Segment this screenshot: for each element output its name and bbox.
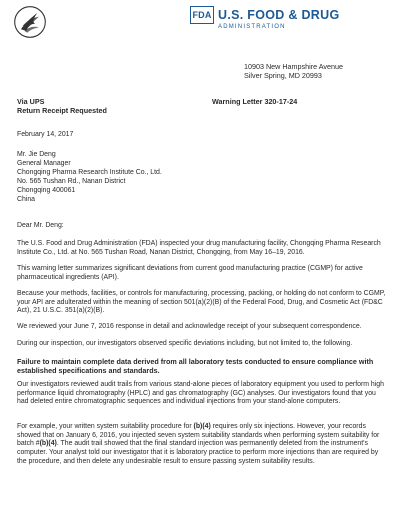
example-text-2: requires only six injections. However, your records showed that on January 6, 2016, you injected seven system suitability standards when performing system suitability for batch # — [17, 423, 380, 448]
recipient-line: Chongqing Pharma Research Institute Co., Ltd. — [17, 168, 162, 176]
warning-letter-number: Warning Letter 320-17-24 — [212, 97, 298, 106]
example-text-3: . The audit trail showed that the final standard injection was permanently deleted from the instrument's computer. Your analyst told our investigator that it is laboratory practice to perform more injections than are required by the procedure, and then delete any undesirable result to ensure passing system suitability results. — [17, 440, 379, 465]
paragraph-example — [17, 423, 389, 467]
recipient-line: Chongqing 400061 — [17, 186, 76, 194]
redaction-label: (b)(4) — [193, 423, 211, 430]
paragraph-audit-trails: Our investigators reviewed audit trails from various stand-alone pieces of laboratory equipment you used to perform high performance liquid chromatography (HPLC) and gas chromatography (GC) analyses. Our investigators found that you had deleted entire chromatographic sequences and individual injections from your stand-alone computers. — [17, 381, 384, 406]
recipient-line: No. 565 Tushan Rd., Nanan District — [17, 177, 126, 185]
salutation: Dear Mr. Deng: — [17, 222, 64, 229]
recipient-line: China — [17, 195, 36, 203]
fda-logo — [190, 4, 339, 26]
sender-address — [244, 62, 394, 81]
delivery-line: Via UPS — [17, 97, 45, 106]
redaction-label: (b)(4) — [39, 440, 57, 448]
delivery-method — [17, 97, 389, 115]
recipient-address — [17, 151, 389, 204]
recipient-line: Mr. Jie Deng — [17, 151, 56, 158]
recipient-line: General Manager — [17, 159, 71, 167]
letter-date: February 14, 2017 — [17, 131, 74, 138]
example-text-1: For example, your written system suitability procedure for — [17, 423, 194, 430]
hhs-logo-icon — [12, 4, 48, 40]
paragraph-inspection: The U.S. Food and Drug Administration (FDA) inspected your drug manufacturing facility, Chongqing Pharma Research Institute Co., Ltd. at No. 565 Tushan Road, Nanan District, Chongqing, from May 16–19, 2016. — [17, 240, 381, 256]
deviation-heading: Failure to maintain complete data derived from all laboratory tests conducted to ensure compliance with established specifications and standards. — [17, 357, 374, 375]
paragraph-response: We reviewed your June 7, 2016 response in detail and acknowledge receipt of your subsequent correspondence. — [17, 323, 362, 330]
address-line: 10903 New Hampshire Avenue — [244, 62, 343, 71]
fda-box-logo: FDA — [190, 6, 214, 24]
bottom-fade — [0, 508, 400, 524]
paragraph-deviations: During our inspection, our investigators observed specific deviations including, but not limited to, the following. — [17, 340, 353, 347]
address-line: Silver Spring, MD 20993 — [244, 71, 322, 81]
paragraph-summary: This warning letter summarizes significant deviations from current good manufacturing practice (CGMP) for active pharmaceutical ingredients (API). — [17, 265, 363, 281]
agency-name: U.S. FOOD & DRUG — [218, 7, 340, 22]
delivery-line: Return Receipt Requested — [17, 106, 107, 116]
agency-subtitle: ADMINISTRATION — [218, 24, 286, 30]
paragraph-adulterated: Because your methods, facilities, or controls for manufacturing, processing, packing, or holding do not conform to CGMP, your API are adulterated within the meaning of section 501(a)(2)(B) of the Federal Food, Drug, and Cosmetic Act (FD&C Act), 21 U.S.C. 351(a)(2)(B). — [17, 290, 386, 315]
